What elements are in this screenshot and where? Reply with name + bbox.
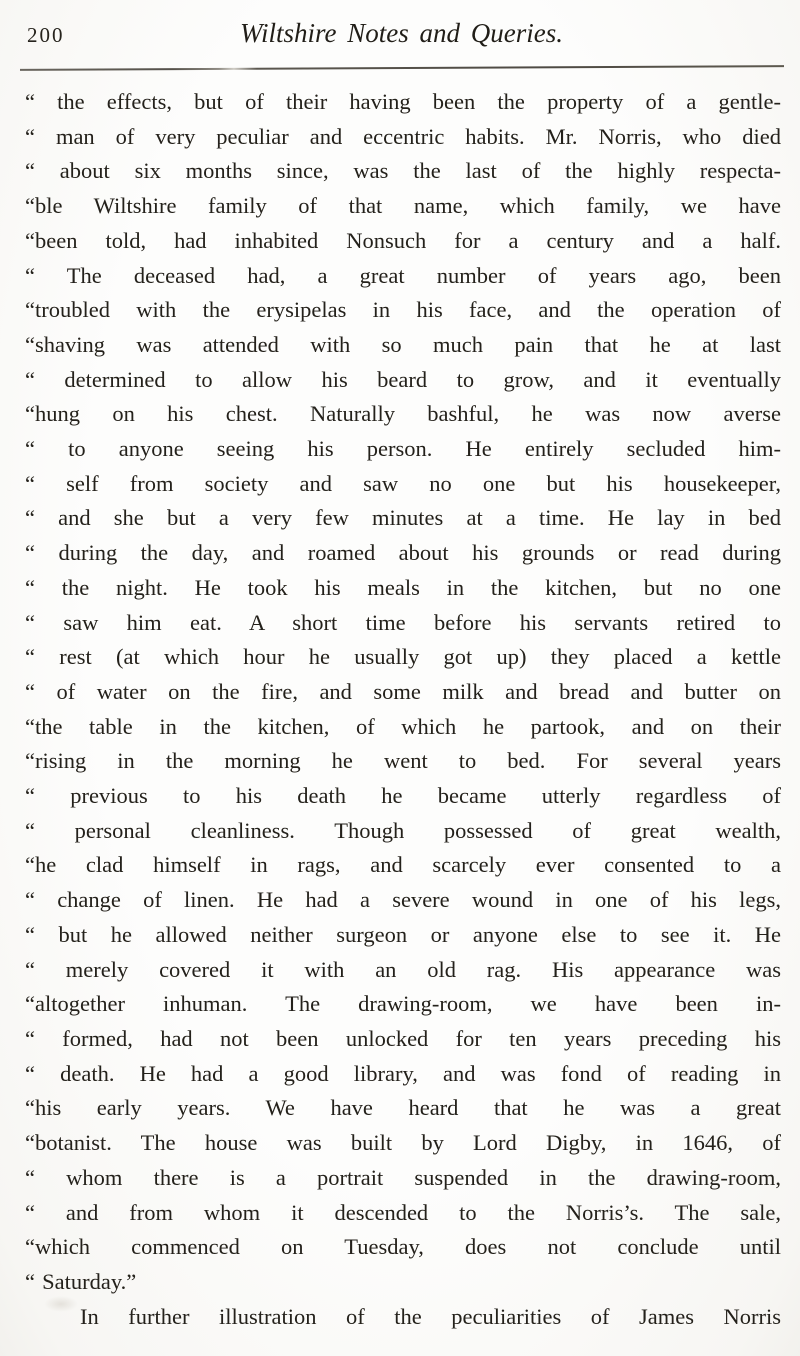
text-line: “ during the day, and roamed about his grounds or read during bbox=[25, 540, 781, 566]
text-line: “troubled with the erysipelas in his face, and the operation of bbox=[25, 297, 781, 323]
text-line: “ and she but a very few minutes at a time. He lay in bed bbox=[25, 505, 781, 531]
text-line: “ previous to his death he became utterly regardless of bbox=[25, 783, 781, 809]
text-line: “the table in the kitchen, of which he partook, and on their bbox=[25, 713, 781, 739]
text-line: “ formed, had not been unlocked for ten years preceding his bbox=[25, 1025, 781, 1051]
text-line: “ change of linen. He had a severe wound in one of his legs, bbox=[25, 887, 781, 913]
text-line: “ man of very peculiar and eccentric habits. Mr. Norris, who died bbox=[25, 123, 781, 149]
text-line: In further illustration of the peculiarities of James Norris bbox=[80, 1303, 781, 1329]
text-line: “ about six months since, was the last of the highly respecta- bbox=[25, 158, 781, 184]
text-line: “ rest (at which hour he usually got up) they placed a kettle bbox=[25, 644, 781, 670]
page-header bbox=[25, 18, 778, 48]
text-line: “ The deceased had, a great number of years ago, been bbox=[25, 262, 781, 288]
text-line: “been told, had inhabited Nonsuch for a century and a half. bbox=[25, 227, 781, 253]
page-body bbox=[25, 85, 781, 1334]
text-line: “botanist. The house was built by Lord Digby, in 1646, of bbox=[25, 1130, 781, 1156]
text-line: “ merely covered it with an old rag. His appearance was bbox=[25, 956, 781, 982]
text-line: “ Saturday.” bbox=[25, 1268, 137, 1294]
text-line: “ the effects, but of their having been the property of a gentle- bbox=[25, 89, 781, 114]
text-line: “ personal cleanliness. Though possessed of great wealth, bbox=[25, 817, 781, 843]
text-line: “ self from society and saw no one but his housekeeper, bbox=[25, 470, 781, 496]
header-rule bbox=[20, 65, 784, 71]
text-line: “ and from whom it descended to the Norris’s. The sale, bbox=[25, 1199, 781, 1225]
text-line: “his early years. We have heard that he was a great bbox=[25, 1095, 781, 1121]
text-line: “ death. He had a good library, and was fond of reading in bbox=[25, 1060, 781, 1086]
text-line: “which commenced on Tuesday, does not conclude until bbox=[25, 1234, 781, 1260]
text-line: “shaving was attended with so much pain that he at last bbox=[25, 331, 781, 357]
text-line: “ but he allowed neither surgeon or anyone else to see it. He bbox=[25, 921, 781, 947]
text-line: “ the night. He took his meals in the kitchen, but no one bbox=[25, 574, 781, 600]
text-line: “ of water on the fire, and some milk and bread and butter on bbox=[25, 678, 781, 704]
text-line: “hung on his chest. Naturally bashful, he was now averse bbox=[25, 401, 781, 427]
running-title: Wiltshire Notes and Queries. bbox=[240, 18, 563, 48]
page-number: 200 bbox=[27, 23, 65, 47]
text-line: “ble Wiltshire family of that name, which family, we have bbox=[25, 193, 781, 219]
text-line: “ whom there is a portrait suspended in the drawing-room, bbox=[25, 1164, 781, 1190]
text-line: “ saw him eat. A short time before his servants retired to bbox=[25, 609, 781, 635]
text-line: “he clad himself in rags, and scarcely ever consented to a bbox=[25, 852, 781, 878]
text-line: “rising in the morning he went to bed. For several years bbox=[25, 748, 781, 774]
text-line: “ determined to allow his beard to grow, and it eventually bbox=[25, 366, 781, 392]
text-line: “ to anyone seeing his person. He entirely secluded him- bbox=[25, 436, 781, 462]
scan-smudge bbox=[44, 1296, 78, 1312]
text-line: “altogether inhuman. The drawing-room, we have been in- bbox=[25, 991, 781, 1017]
